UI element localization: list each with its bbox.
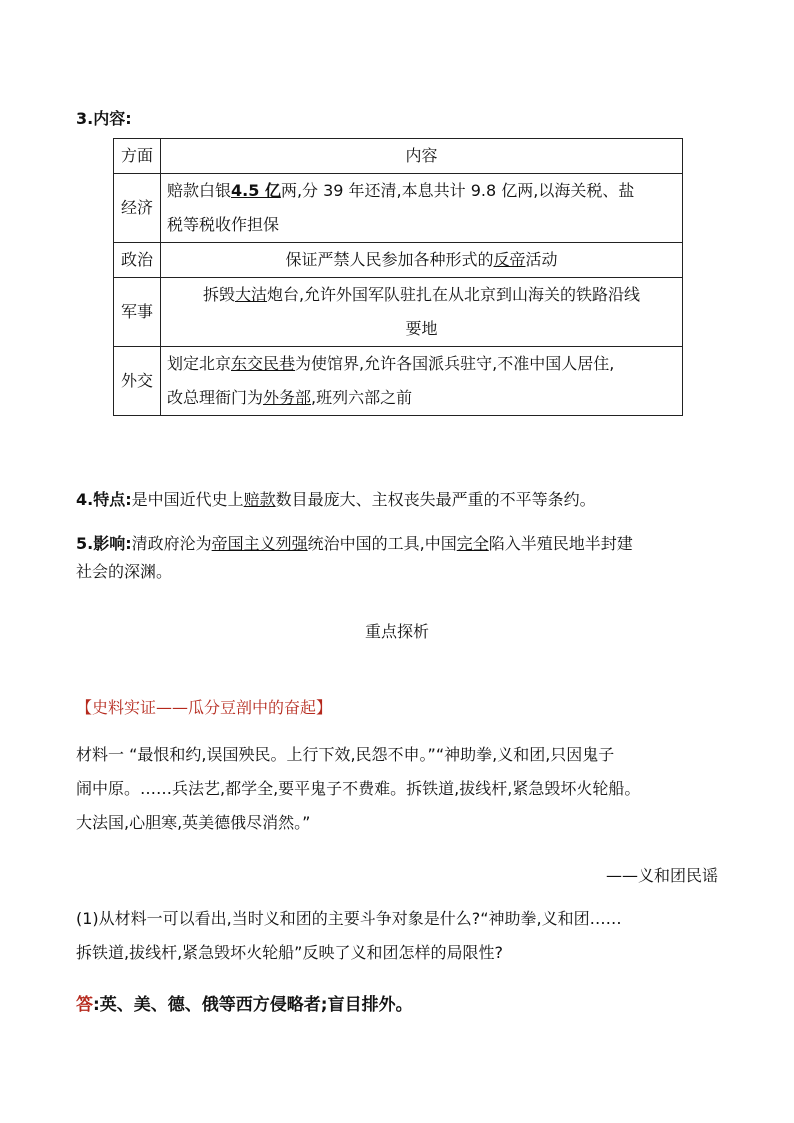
header-content: 内容 [161,139,683,174]
row-content-diplomacy: 划定北京东交民巷为使馆界,允许各国派兵驻守,不准中国人居住, 改总理衙门为外务部,班列六部之前 [161,347,683,416]
answer-label: 答 [76,995,93,1015]
evidence-section-title: 【史料实证——瓜分豆剖中的奋起】 [76,698,333,717]
row-content-economy: 赔款白银4.5 亿两,分 39 年还清,本息共计 9.8 亿两,以海关税、盐 税等税收作担保 [161,174,683,243]
key-analysis-title: 重点探析 [364,622,429,641]
section-5-paragraph: 5.影响:清政府沦为帝国主义列强统治中国的工具,中国完全陷入半殖民地半封建 社会的深渊。 [76,534,633,581]
row-content-military: 拆毁大沽炮台,允许外国军队驻扎在从北京到山海关的铁路沿线 要地 [161,278,683,347]
section-3-heading: 3.内容: [76,109,132,128]
row-content-politics: 保证严禁人民参加各种形式的反帝活动 [161,243,683,278]
table-row [114,347,683,416]
row-label-economy: 经济 [114,174,161,243]
section-4-paragraph: 4.特点:是中国近代史上赔款数目最庞大、主权丧失最严重的不平等条约。 [76,490,596,509]
table-row [114,174,683,243]
row-label-diplomacy: 外交 [114,347,161,416]
answer-text: :英、美、德、俄等西方侵略者;盲目排外。 [93,995,413,1015]
question-one: (1)从材料一可以看出,当时义和团的主要斗争对象是什么?“神助拳,义和团…… 拆铁道,拔线杆,紧急毁坏火轮船”反映了义和团怎样的局限性? [76,909,622,962]
row-label-military: 军事 [114,278,161,347]
material-one-text: 材料一 “最恨和约,误国殃民。上行下效,民怨不申。”“神助拳,义和团,只因鬼子 闹中原。……兵法艺,都学全,要平鬼子不费难。拆铁道,拔线杆,紧急毁坏火轮船。 大法国,心胆寒,英美德俄尽消然。” [76,745,641,832]
material-source: ——义和团民谣 [605,866,718,885]
table-header-row [114,139,683,174]
table-row [114,243,683,278]
answer-paragraph [76,990,413,1015]
row-label-politics: 政治 [114,243,161,278]
header-aspect: 方面 [114,139,161,174]
table-row [114,278,683,347]
treaty-content-table [113,138,683,416]
